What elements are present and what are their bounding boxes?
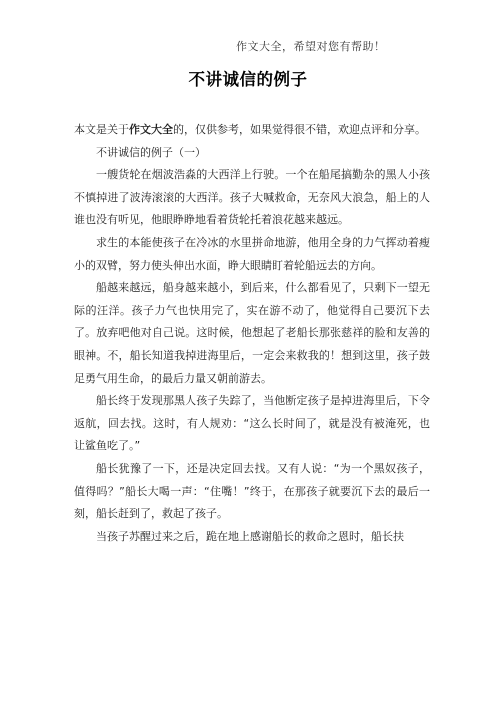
- intro-highlight: 作文大全: [129, 123, 173, 136]
- paragraph: 船长终于发现那黑人孩子失踪了，当他断定孩子是掉进海里后，下令返航，回去找。这时，有人规劝：“这么长时间了，就是没有被淹死，也让鲨鱼吃了。”: [74, 394, 430, 453]
- paragraph: 求生的本能使孩子在冷冰的水里拼命地游，他用全身的力气挥动着瘦小的双臂，努力使头伸出水面，睁大眼睛盯着轮船远去的方向。: [74, 235, 430, 272]
- paragraph: 一艘货轮在烟波浩淼的大西洋上行驶。一个在船尾搞勤杂的黑人小孩不慎掉进了波涛滚滚的大西洋。孩子大喊救命，无奈风大浪急，船上的人谁也没有听见，他眼睁睁地看着货轮托着浪花越来越远。: [74, 168, 430, 227]
- paragraph: 当孩子苏醒过来之后，跪在地上感谢船长的救命之恩时，船长扶: [96, 529, 404, 543]
- intro-after: 的，仅供参考，如果觉得很不错，欢迎点评和分享。: [173, 123, 426, 136]
- document-title: 不讲诚信的例子: [188, 70, 308, 89]
- header-note: 作文大全，希望对您有帮助！: [236, 40, 386, 53]
- section-heading: 不讲诚信的例子（一）: [96, 145, 206, 159]
- document-body: [74, 119, 430, 548]
- intro-paragraph: [74, 119, 430, 142]
- intro-before: 本文是关于: [74, 123, 129, 136]
- paragraph: 船长犹豫了一下，还是决定回去找。又有人说：“为一个黑奴孩子，值得吗？”船长大喝一声：“住嘴！”终于，在那孩子就要沉下去的最后一刻，船长赶到了，救起了孩子。: [74, 461, 430, 521]
- paragraph: 船越来越远，船身越来越小，到后来，什么都看见了，只剩下一望无际的汪洋。孩子力气也快用完了，实在游不动了，他觉得自己要沉下去了。放弃吧他对自己说。这时候，他想起了老船长那张慈祥的脸和友善的眼神。不，船长知道我掉进海里后，一定会来救我的！想到这里，孩子鼓足勇气用生命，的最后力量又朝前游去。: [74, 281, 430, 385]
